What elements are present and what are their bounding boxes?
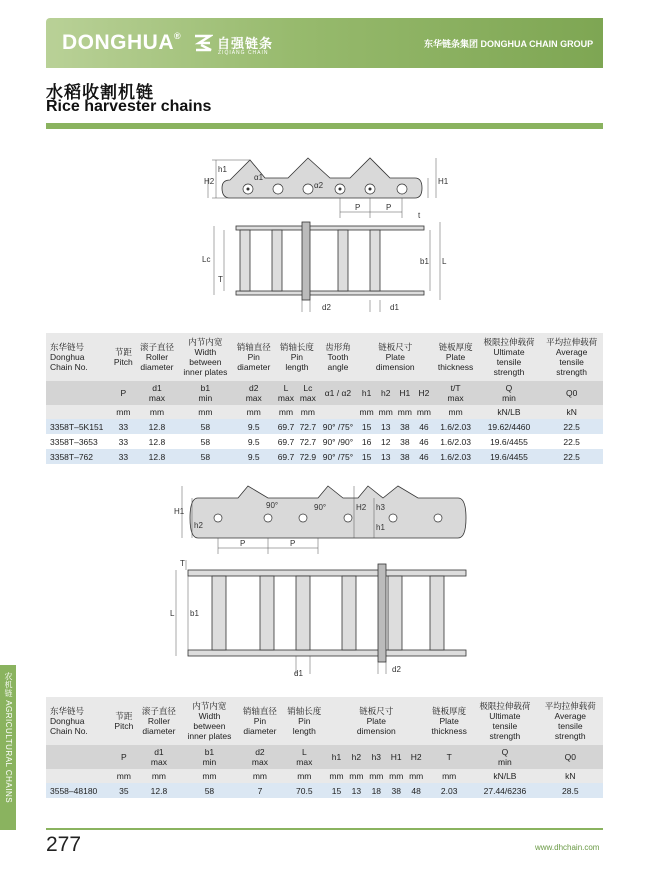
t1-unit-cell: mm: [232, 405, 275, 419]
t2-cell: 35: [111, 783, 137, 798]
t2-unit-cell: mm: [238, 769, 282, 783]
table-row: [46, 419, 603, 434]
t2-unit-cell: mm: [181, 769, 238, 783]
label-a2: α2: [314, 181, 324, 190]
label-h1: h1: [376, 523, 385, 532]
t2-sub-cell: H1: [386, 745, 406, 769]
t2-unit-cell: mm: [111, 769, 137, 783]
t1-cell: 22.5: [540, 419, 603, 434]
t1-cell: 22.5: [540, 449, 603, 464]
t2-unit-cell: mm: [426, 769, 472, 783]
t2-sub-cell: Q min: [472, 745, 537, 769]
t1-cell: 38: [395, 419, 414, 434]
t1-cell: 15: [357, 449, 376, 464]
t1-unit-cell: mm: [376, 405, 395, 419]
t2-sub-cell: H2: [406, 745, 426, 769]
brand-cn: 自强链条: [217, 36, 274, 51]
t1-cell: 33: [111, 449, 136, 464]
t1-cell: 33: [111, 419, 136, 434]
label-P2: P: [386, 203, 392, 212]
t1-cell: 72.7: [297, 419, 319, 434]
t1-cell: 1.6/2.03: [433, 419, 477, 434]
side-tab-label: 农机链 AGRICULTURAL CHAINS: [4, 672, 13, 804]
t1-cell: 3358T–5K151: [46, 419, 111, 434]
t2-unit-cell: mm: [366, 769, 386, 783]
t1-cell: 3358T–762: [46, 449, 111, 464]
t2-cell: 58: [181, 783, 238, 798]
label-t: t: [418, 211, 421, 220]
t1-unit-cell: mm: [395, 405, 414, 419]
label-h3: h3: [376, 503, 385, 512]
t1-cell: 19.62/4460: [478, 419, 541, 434]
th-pin-d: 销轴直径 Pin diameter: [238, 697, 282, 745]
t1-cell: 58: [178, 449, 232, 464]
t2-sub-cell: P: [111, 745, 137, 769]
label-d1: d1: [294, 669, 303, 678]
t1-sub-cell: d1 max: [136, 381, 179, 405]
t1-sub-cell: h2: [376, 381, 395, 405]
th-chain-no: 东华链号 Donghua Chain No.: [46, 333, 111, 381]
t2-cell: 70.5: [282, 783, 326, 798]
t2-unit-cell: mm: [137, 769, 181, 783]
t1-cell: 69.7: [275, 449, 297, 464]
t1-cell: 9.5: [232, 449, 275, 464]
t1-sub-cell: Lc max: [297, 381, 319, 405]
th-avg: 平均拉伸载荷 Average tensile strength: [538, 697, 603, 745]
t1-cell: 3358T–3653: [46, 434, 111, 449]
th-pitch: 节距 Pitch: [111, 697, 137, 745]
th-plate-thk: 链板厚度 Plate thickness: [426, 697, 472, 745]
t1-cell: 69.7: [275, 419, 297, 434]
t1-unit-cell: kN: [540, 405, 603, 419]
label-b1: b1: [420, 257, 429, 266]
t1-unit-cell: mm: [433, 405, 477, 419]
t2-sub-cell: d2 max: [238, 745, 282, 769]
th-width: 内节内宽 Width between inner plates: [181, 697, 238, 745]
t1-cell: 1.6/2.03: [433, 449, 477, 464]
label-d1: d1: [390, 303, 399, 312]
table-row: [46, 434, 603, 449]
th-plate-dim: 链板尺寸 Plate dimension: [357, 333, 433, 381]
page-header: [0, 18, 650, 68]
t1-cell: 1.6/2.03: [433, 434, 477, 449]
label-d2: d2: [392, 665, 401, 674]
t1-cell: 46: [414, 449, 433, 464]
t1-unit-cell: mm: [111, 405, 136, 419]
t2-cell: 28.5: [538, 783, 603, 798]
spec-table-2: [46, 697, 603, 798]
t2-cell: 7: [238, 783, 282, 798]
label-d2: d2: [322, 303, 331, 312]
label-H2: H2: [356, 503, 367, 512]
t1-cell: 9.5: [232, 434, 275, 449]
t2-cell: 3558–48180: [46, 783, 111, 798]
t1-unit-cell: mm: [136, 405, 179, 419]
t1-cell: 46: [414, 419, 433, 434]
t1-cell: 15: [357, 419, 376, 434]
label-angle2: 90°: [314, 503, 327, 512]
group-name: 东华链条集团 DONGHUA CHAIN GROUP: [424, 39, 594, 49]
label-h2: H2: [204, 177, 215, 186]
label-P2: P: [290, 539, 296, 548]
t1-cell: 33: [111, 434, 136, 449]
t1-sub-cell: b1 min: [178, 381, 232, 405]
t2-unit-cell: kN/LB: [472, 769, 537, 783]
t1-cell: 12: [376, 434, 395, 449]
footer-rule: [46, 828, 603, 830]
th-width: 内节内宽 Width between inner plates: [178, 333, 232, 381]
th-plate-dim: 链板尺寸 Plate dimension: [327, 697, 427, 745]
t2-cell: 13: [346, 783, 366, 798]
chain-diagram-1: [190, 150, 450, 315]
label-L: L: [442, 257, 447, 266]
t1-unit-row: [46, 405, 603, 419]
t2-cell: 48: [406, 783, 426, 798]
th-avg: 平均拉伸载荷 Average tensile strength: [540, 333, 603, 381]
t2-sub-cell: b1 min: [181, 745, 238, 769]
title-rule: [46, 123, 603, 129]
t2-sub-cell: L max: [282, 745, 326, 769]
t1-cell: 22.5: [540, 434, 603, 449]
t1-cell: 72.7: [297, 434, 319, 449]
t1-unit-cell: mm: [275, 405, 297, 419]
spec-table-1: [46, 333, 603, 464]
t1-cell: 69.7: [275, 434, 297, 449]
t1-sub-row: [46, 381, 603, 405]
th-roller: 滚子直径 Roller diameter: [137, 697, 181, 745]
brand-en-small: ZIQIANG CHAIN: [218, 50, 269, 56]
t1-cell: 12.8: [136, 449, 179, 464]
th-pin-len: 销轴长度 Pin length: [275, 333, 319, 381]
t2-sub-cell: h3: [366, 745, 386, 769]
chain-diagram-2: [168, 478, 478, 678]
table-row: [46, 449, 603, 464]
t1-sub-cell: α1 / α2: [319, 381, 357, 405]
th-tooth: 齿形角 Tooth angle: [319, 333, 357, 381]
t2-cell: 12.8: [137, 783, 181, 798]
t2-sub-cell: d1 max: [137, 745, 181, 769]
t1-cell: 12.8: [136, 434, 179, 449]
t1-cell: 38: [395, 434, 414, 449]
t1-sub-cell: H2: [414, 381, 433, 405]
th-uts: 极限拉伸载荷 Ultimate tensile strength: [478, 333, 541, 381]
t1-sub-cell: t/T max: [433, 381, 477, 405]
label-P: P: [355, 203, 361, 212]
label-b1: b1: [190, 609, 199, 618]
t1-cell: 12.8: [136, 419, 179, 434]
t2-unit-cell: kN: [538, 769, 603, 783]
th-pin-len: 销轴长度 Pin length: [282, 697, 326, 745]
t1-cell: 58: [178, 434, 232, 449]
t2-cell: 27.44/6236: [472, 783, 537, 798]
t1-cell: 90° /75°: [319, 419, 357, 434]
ziqiang-logo-icon: [193, 33, 213, 53]
t1-cell: 90° /90°: [319, 434, 357, 449]
page-title-en: Rice harvester chains: [46, 98, 212, 115]
t1-cell: 38: [395, 449, 414, 464]
t2-cell: 38: [386, 783, 406, 798]
t1-cell: 13: [376, 449, 395, 464]
th-pitch: 节距 Pitch: [111, 333, 136, 381]
t2-unit-cell: mm: [327, 769, 347, 783]
label-angle1: 90°: [266, 501, 279, 510]
t2-cell: 2.03: [426, 783, 472, 798]
page-number: 277: [46, 833, 82, 856]
t2-sub-cell: h2: [346, 745, 366, 769]
t2-sub-row: [46, 745, 603, 769]
label-a1: α1: [254, 173, 264, 182]
t1-sub-cell: H1: [395, 381, 414, 405]
t1-unit-cell: mm: [297, 405, 319, 419]
t1-sub-cell: L max: [275, 381, 297, 405]
brand-logo-text: DONGHUA®: [62, 31, 182, 54]
t1-sub-cell: h1: [357, 381, 376, 405]
t1-sub-cell: d2 max: [232, 381, 275, 405]
label-H1: H1: [438, 177, 449, 186]
th-chain-no: 东华链号 Donghua Chain No.: [46, 697, 111, 745]
t1-cell: 9.5: [232, 419, 275, 434]
t1-unit-cell: [319, 405, 357, 419]
t1-sub-cell: P: [111, 381, 136, 405]
t2-sub-cell: T: [426, 745, 472, 769]
t1-cell: 19.6/4455: [478, 434, 541, 449]
t2-sub-cell: Q0: [538, 745, 603, 769]
label-h2: h2: [194, 521, 203, 530]
label-T: T: [180, 559, 185, 568]
t2-unit-cell: mm: [282, 769, 326, 783]
t2-unit-cell: mm: [346, 769, 366, 783]
label-h1: h1: [218, 165, 227, 174]
t2-unit-cell: mm: [386, 769, 406, 783]
label-P: P: [240, 539, 246, 548]
label-L: L: [170, 609, 175, 618]
t1-sub-cell: Q0: [540, 381, 603, 405]
t1-cell: 90° /75°: [319, 449, 357, 464]
t1-unit-cell: mm: [414, 405, 433, 419]
th-plate-thk: 链板厚度 Plate thickness: [433, 333, 477, 381]
table-row: [46, 783, 603, 798]
t1-cell: 16: [357, 434, 376, 449]
page-title-cn: 水稻收割机链: [46, 83, 154, 102]
th-roller: 滚子直径 Roller diameter: [136, 333, 179, 381]
t2-cell: 18: [366, 783, 386, 798]
t1-cell: 13: [376, 419, 395, 434]
t1-cell: 72.9: [297, 449, 319, 464]
website-link[interactable]: www.dhchain.com: [535, 843, 600, 852]
t1-sub-cell: Q min: [478, 381, 541, 405]
t1-cell: 46: [414, 434, 433, 449]
t2-unit-cell: mm: [406, 769, 426, 783]
th-pin-d: 销轴直径 Pin diameter: [232, 333, 275, 381]
label-H1: H1: [174, 507, 185, 516]
t2-sub-cell: h1: [327, 745, 347, 769]
t1-cell: 58: [178, 419, 232, 434]
t2-unit-row: [46, 769, 603, 783]
t1-cell: 19.6/4455: [478, 449, 541, 464]
label-Lc: Lc: [202, 255, 211, 264]
t1-unit-cell: mm: [178, 405, 232, 419]
t1-unit-cell: kN/LB: [478, 405, 541, 419]
label-T: T: [218, 275, 223, 284]
t2-cell: 15: [327, 783, 347, 798]
t1-unit-cell: mm: [357, 405, 376, 419]
th-uts: 极限拉伸载荷 Ultimate tensile strength: [472, 697, 537, 745]
